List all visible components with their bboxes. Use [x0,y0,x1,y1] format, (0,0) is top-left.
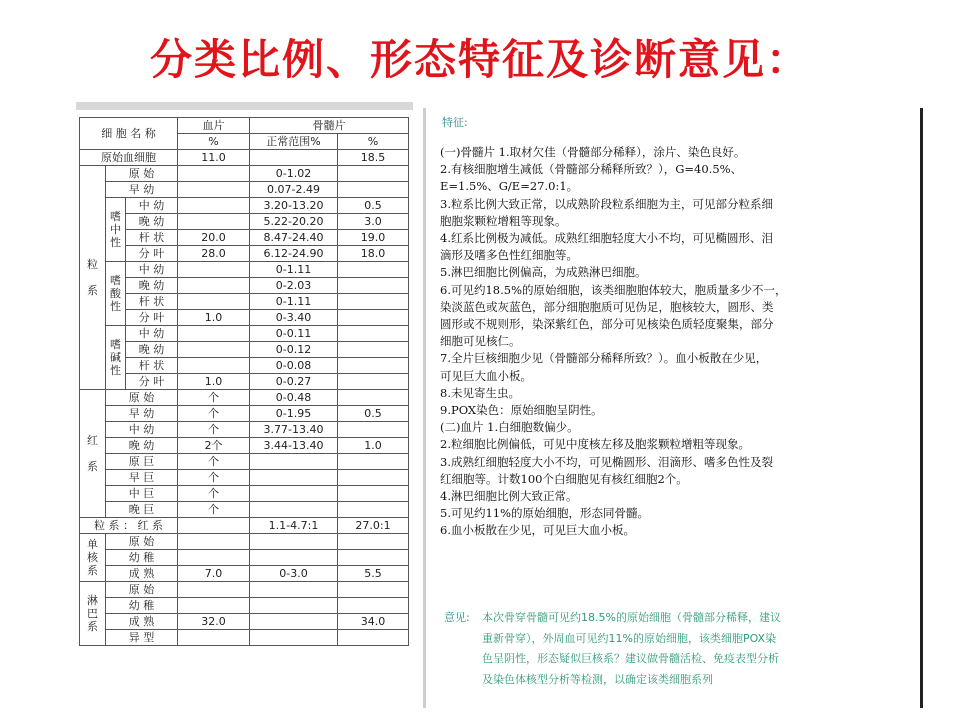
range-value: 5.22-20.20 [250,214,338,230]
table-row [80,150,409,166]
blood-value: 个 [178,470,250,486]
cell-count-table-wrap [79,117,408,688]
feature-line: 2.有核细胞增生减低（骨髓部分稀释所致？），G=40.5%、 [440,162,743,177]
blood-value [178,326,250,342]
marrow-value: 18.0 [338,246,409,262]
row-label: 杆 状 [126,294,178,310]
row-label: 成 熟 [106,614,178,630]
marrow-value [338,310,409,326]
row-label: 原 始 [106,166,178,182]
range-value [250,150,338,166]
feature-line: (二)血片 1.白细胞数偏少。 [440,420,579,435]
blood-value: 个 [178,502,250,518]
marrow-value [338,630,409,646]
table-row [80,262,409,278]
marrow-value [338,182,409,198]
blood-value [178,598,250,614]
row-label: 杆 状 [126,358,178,374]
features-list [440,144,890,540]
marrow-value [338,294,409,310]
blood-value: 32.0 [178,614,250,630]
row-label: 晚 幼 [106,438,178,454]
opinion-line: 本次骨穿骨髓可见约18.5%的原始细胞（骨髓部分稀释，建议 [482,611,781,624]
table-row [80,326,409,342]
header-row-1 [80,118,409,134]
range-value [250,534,338,550]
marrow-value: 1.0 [338,438,409,454]
marrow-value: 3.0 [338,214,409,230]
panel-left-rule [423,108,426,708]
range-value [250,598,338,614]
marrow-value: 19.0 [338,230,409,246]
blood-value [178,534,250,550]
marrow-value [338,166,409,182]
marrow-value: 34.0 [338,614,409,630]
row-label: 早 幼 [106,406,178,422]
blood-value: 个 [178,454,250,470]
table-row [80,198,409,214]
feature-line: 滴形及嗜多色性红细胞等。 [440,248,578,263]
row-label: 幼 稚 [106,550,178,566]
table-row [80,182,409,198]
range-value: 0-3.40 [250,310,338,326]
marrow-value: 0.5 [338,198,409,214]
range-value: 6.12-24.90 [250,246,338,262]
range-value [250,630,338,646]
table-row [80,230,409,246]
row-label: 早 幼 [106,182,178,198]
range-value: 3.20-13.20 [250,198,338,214]
opinion-line: 及染色体核型分析等检测，以确定该类细胞系列 [482,672,713,686]
table-row [80,550,409,566]
marrow-value [338,262,409,278]
row-label: 分 叶 [126,310,178,326]
row-label: 晚 巨 [106,502,178,518]
row-label: 杆 状 [126,230,178,246]
row-label: 早 巨 [106,470,178,486]
category-hong: 红 系 [80,390,106,518]
marrow-value: 18.5 [338,150,409,166]
feature-line: E=1.5%、G/E=27.0:1。 [440,179,579,194]
features-label: 特征: [442,116,468,129]
range-value: 1.1-4.7:1 [250,518,338,534]
range-value [250,582,338,598]
table-row [80,342,409,358]
marrow-value: 27.0:1 [338,518,409,534]
range-value [250,454,338,470]
table-row [80,598,409,614]
range-value [250,470,338,486]
feature-line: 2.粒细胞比例偏低，可见中度核左移及胞浆颗粒增粗等现象。 [440,437,750,452]
blood-value: 7.0 [178,566,250,582]
table-row [80,582,409,598]
category-danhe: 单 核 系 [80,534,106,582]
table-row [80,166,409,182]
marrow-value [338,486,409,502]
row-label: 原始血细胞 [80,150,178,166]
blood-value [178,294,250,310]
header-marrow: 骨髓片 [250,118,409,134]
row-label: 原 始 [106,390,178,406]
row-label: 幼 稚 [106,598,178,614]
range-value [250,614,338,630]
blood-value: 个 [178,422,250,438]
range-value: 8.47-24.40 [250,230,338,246]
row-label: 中 幼 [126,262,178,278]
feature-line: (一)骨髓片 1.取材欠佳（骨髓部分稀释），涂片、染色良好。 [440,145,746,159]
row-label: 成 熟 [106,566,178,582]
row-label: 中 幼 [126,326,178,342]
marrow-value [338,326,409,342]
blood-value: 个 [178,486,250,502]
table-row [80,374,409,390]
marrow-value [338,470,409,486]
range-value: 0.07-2.49 [250,182,338,198]
header-marrow-pct: % [338,134,409,150]
blood-value: 2个 [178,438,250,454]
table-row [80,358,409,374]
marrow-value [338,390,409,406]
range-value: 0-0.08 [250,358,338,374]
feature-line: 4.淋巴细胞比例大致正常。 [440,489,578,504]
blood-value [178,182,250,198]
blood-value [178,214,250,230]
header-blood-pct: % [178,134,250,150]
category-linba: 淋 巴 系 [80,582,106,646]
subcategory-shizhong: 嗜 中 性 [106,198,126,262]
subcategory-shijian: 嗜 碱 性 [106,326,126,390]
table-row [80,246,409,262]
feature-line: 3.成熟红细胞轻度大小不均，可见椭圆形、泪滴形、嗜多色性及裂 [440,454,773,469]
blood-value: 1.0 [178,374,250,390]
table-row [80,406,409,422]
blood-value: 20.0 [178,230,250,246]
subcategory-shisuan: 嗜 酸 性 [106,262,126,326]
marrow-value [338,422,409,438]
blood-value: 个 [178,406,250,422]
range-value: 0-3.0 [250,566,338,582]
row-label: 晚 幼 [126,214,178,230]
blood-value [178,550,250,566]
table-row [80,438,409,454]
table-row [80,630,409,646]
range-value [250,550,338,566]
marrow-value [338,598,409,614]
feature-line: 6.可见约18.5%的原始细胞，该类细胞胞体较大，胞质量多少不一， [440,282,787,297]
opinion-list [482,608,882,690]
feature-line: 细胞可见核仁。 [440,334,521,349]
marrow-value [338,358,409,374]
range-value: 0-1.95 [250,406,338,422]
feature-line: 5.可见约11%的原始细胞，形态同骨髓。 [440,506,650,521]
table-row [80,470,409,486]
row-label: 原 巨 [106,454,178,470]
row-label: 晚 幼 [126,278,178,294]
row-label: 分 叶 [126,374,178,390]
blood-value [178,342,250,358]
findings-panel [425,108,923,708]
row-label: 粒 系 ： 红 系 [80,518,178,534]
blood-value [178,278,250,294]
category-li: 粒 系 [80,166,106,390]
range-value: 3.44-13.40 [250,438,338,454]
feature-line: 胞胞浆颗粒增粗等现象。 [440,213,567,228]
table-row [80,310,409,326]
range-value [250,486,338,502]
row-label: 晚 幼 [126,342,178,358]
feature-line: 4.红系比例极为减低。成熟红细胞轻度大小不均，可见椭圆形、泪 [440,231,773,246]
table-row [80,534,409,550]
table-row [80,278,409,294]
range-value [250,502,338,518]
cell-count-table [79,117,409,646]
marrow-value [338,550,409,566]
feature-line: 染淡蓝色或灰蓝色，部分细胞胞质可见伪足，胞核较大，圆形、类 [440,299,774,314]
feature-line: 可见巨大血小板。 [440,368,532,383]
row-label: 原 始 [106,534,178,550]
marrow-value [338,502,409,518]
marrow-value [338,534,409,550]
row-label: 异 型 [106,630,178,646]
blood-value [178,166,250,182]
marrow-value [338,374,409,390]
row-label: 原 始 [106,582,178,598]
range-value: 0-0.27 [250,374,338,390]
marrow-value [338,454,409,470]
blood-value: 28.0 [178,246,250,262]
row-label: 分 叶 [126,246,178,262]
range-value: 0-1.02 [250,166,338,182]
table-row [80,486,409,502]
row-label: 中 巨 [106,486,178,502]
blood-value [178,582,250,598]
blood-value: 1.0 [178,310,250,326]
table-row [80,390,409,406]
range-value: 0-0.48 [250,390,338,406]
header-cell-name: 细 胞 名 称 [80,118,178,150]
feature-line: 6.血小板散在少见，可见巨大血小板。 [440,523,635,538]
blood-value [178,630,250,646]
table-row [80,454,409,470]
page-title: 分类比例、形态特征及诊断意见： [149,35,810,84]
range-value: 0-1.11 [250,262,338,278]
marrow-value [338,278,409,294]
table-row [80,502,409,518]
feature-line: 5.淋巴细胞比例偏高，为成熟淋巴细胞。 [440,265,647,280]
blood-value: 11.0 [178,150,250,166]
range-value: 0-0.12 [250,342,338,358]
header-blood: 血片 [178,118,250,134]
table-row [80,214,409,230]
blood-value [178,518,250,534]
blood-value: 个 [178,390,250,406]
opinion-line: 重新骨穿），外周血可见约11%的原始细胞，该类细胞POX染 [482,631,777,645]
feature-line: 红细胞等。计数100个白细胞见有核红细胞2个。 [440,471,688,486]
feature-line: 7.全片巨核细胞少见（骨髓部分稀释所致？）。血小板散在少见， [440,351,768,366]
range-value: 0-1.11 [250,294,338,310]
feature-line: 8.未见寄生虫。 [440,385,520,400]
table-row [80,422,409,438]
marrow-value [338,342,409,358]
opinion-label: 意见: [444,611,470,624]
table-row [80,518,409,534]
marrow-value [338,582,409,598]
blood-value [178,262,250,278]
header-range: 正常范围% [250,134,338,150]
table-top-rule [76,102,413,110]
range-value: 0-0.11 [250,326,338,342]
marrow-value: 5.5 [338,566,409,582]
blood-value [178,358,250,374]
row-label: 中 幼 [106,422,178,438]
range-value: 3.77-13.40 [250,422,338,438]
marrow-value: 0.5 [338,406,409,422]
row-label: 中 幼 [126,198,178,214]
range-value: 0-2.03 [250,278,338,294]
table-row [80,566,409,582]
feature-line: 圆形或不规则形，染深紫红色，部分可见核染色质轻度聚集，部分 [440,317,774,332]
table-row [80,294,409,310]
table-row [80,614,409,630]
blood-value [178,198,250,214]
feature-line: 3.粒系比例大致正常，以成熟阶段粒系细胞为主，可见部分粒系细 [440,196,773,211]
opinion-line: 色呈阴性，形态疑似巨核系？建议做骨髓活检、免疫表型分析 [482,652,779,665]
feature-line: 9.POX染色：原始细胞呈阴性。 [440,403,603,418]
